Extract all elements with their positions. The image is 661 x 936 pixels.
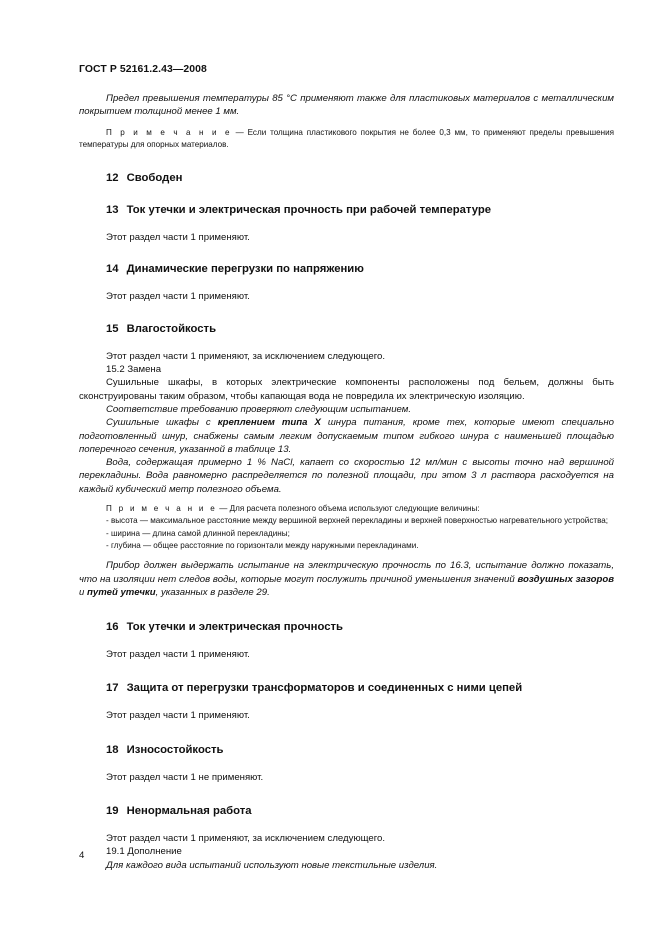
- section-14-heading: 14 Динамические перегрузки по напряжению: [106, 263, 364, 276]
- section-17-body: Этот раздел части 1 применяют.: [106, 710, 250, 722]
- subclause-19-1: 19.1 Дополнение: [106, 846, 182, 858]
- clearances-term: воздушных зазоров: [517, 573, 614, 585]
- section-18-heading: 18 Износостойкость: [106, 743, 224, 756]
- standard-header: ГОСТ Р 52161.2.43—2008: [79, 64, 207, 75]
- note-item-height: - высота — максимальное расстояние между вершиной верхней перекладины и верхней поверхностью нагревательного устройства;: [106, 516, 609, 526]
- section-15-paragraph-1: Сушильные шкафы, в которых электрические компоненты расположены под бельем, должны быть сконструированы таким образом, чтобы капающая вода не повредила их электрическую изоляцию.: [79, 377, 614, 402]
- section-12-heading: 12 Свободен: [106, 172, 183, 185]
- section-15-body: Этот раздел части 1 применяют, за исключением следующего.: [106, 350, 386, 362]
- section-17-heading: 17 Защита от перегрузки трансформаторов и соединенных с ними цепей: [106, 682, 523, 695]
- section-13-heading: 13 Ток утечки и электрическая прочность при рабочей температуре: [106, 204, 492, 217]
- note-item-width: - ширина — длина самой длинной перекладины;: [106, 528, 290, 538]
- creepage-term: путей утечки: [87, 586, 156, 598]
- section-18-body: Этот раздел части 1 не применяют.: [106, 771, 264, 783]
- x-attachment-term: креплением типа Х: [217, 417, 321, 429]
- note-label: П р и м е ч а н и е: [106, 127, 232, 137]
- section-16-body: Этот раздел части 1 применяют.: [106, 649, 250, 661]
- note-item-depth: - глубина — общее расстояние по горизонтали между наружными перекладинами.: [106, 540, 419, 550]
- coating-note: [79, 127, 614, 152]
- page-content: [79, 92, 614, 872]
- section-15-paragraph-2: Соответствие требованию проверяют следующим испытанием.: [106, 403, 412, 415]
- section-19-paragraph-1: Для каждого вида испытаний используют новые текстильные изделия.: [106, 859, 438, 871]
- section-15-paragraph-5: Прибор должен выдержать испытание на электрическую прочность по 16.3, испытание должно показать, что на изоляции нет следов воды, которые могут послужить причиной уменьшения значений воздушных зазоров и путей утечки, указанных в разделе 29.: [79, 560, 614, 598]
- section-15-paragraph-4: Вода, содержащая примерно 1 % NaCl, капает со скоростью 12 мл/мин с высоты точно над вершиной перекладины. Вода равномерно распределяется по полезной площади, при этом 3 л раствора расходуется на каждый кубический метр полезного объема.: [79, 457, 614, 495]
- section-15-heading: 15 Влагостойкость: [106, 322, 217, 335]
- note-text: — Если толщина пластикового покрытия не более 0,3 мм, то применяют пределы превышения температуры для опорных материалов.: [79, 127, 614, 149]
- volume-note: П р и м е ч а н и е — Для расчета полезного объема используют следующие величины:: [106, 504, 480, 514]
- section-14-body: Этот раздел части 1 применяют.: [106, 291, 250, 303]
- subclause-15-2: 15.2 Замена: [106, 364, 162, 376]
- section-19-body: Этот раздел части 1 применяют, за исключением следующего.: [106, 833, 386, 845]
- section-19-heading: 19 Ненормальная работа: [106, 805, 252, 818]
- section-16-heading: 16 Ток утечки и электрическая прочность: [106, 621, 343, 634]
- page-number: 4: [79, 850, 85, 861]
- section-13-body: Этот раздел части 1 применяют.: [106, 232, 250, 244]
- section-15-paragraph-3: Сушильные шкафы с креплением типа Х шнура питания, кроме тех, которые имеют специально подготовленный шнур, снабжены самым легким допускаемым типом гибкого шнура с наименьшей площадью поперечного сечения, указанной в таблице 13.: [79, 417, 614, 455]
- temperature-limit-paragraph: Предел превышения температуры 85 °С применяют также для пластиковых материалов с металлическим покрытием толщиной менее 1 мм.: [79, 93, 614, 118]
